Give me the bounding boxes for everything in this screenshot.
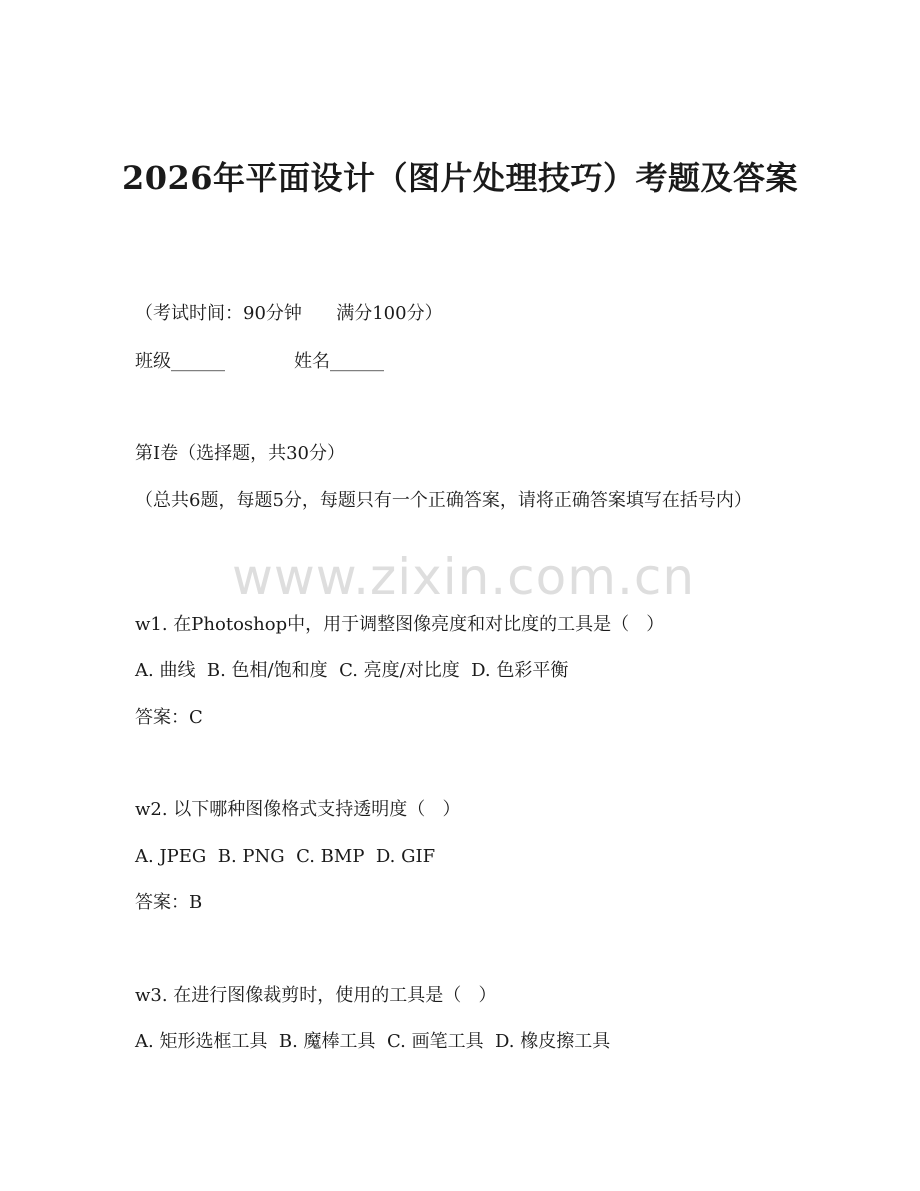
question-2-options: A. JPEG B. PNG C. BMP D. GIF [135, 846, 436, 867]
question-3-options: A. 矩形选框工具 B. 魔棒工具 C. 画笔工具 D. 橡皮擦工具 [135, 1031, 611, 1052]
question-1-text: w1. 在Photoshop中，用于调整图像亮度和对比度的工具是（ ） [135, 614, 665, 635]
exam-info: （考试时间：90分钟 满分100分） [135, 303, 443, 324]
watermark: www.zixin.com.cn [232, 548, 696, 606]
section-title: 第I卷（选择题，共30分） [135, 443, 346, 464]
name-field-label: 姓名______ [294, 351, 384, 372]
question-2-text: w2. 以下哪种图像格式支持透明度（ ） [135, 799, 461, 820]
section-note: （总共6题，每题5分，每题只有一个正确答案，请将正确答案填写在括号内） [135, 490, 752, 511]
question-1-answer: 答案：C [135, 707, 203, 728]
question-2-answer: 答案：B [135, 892, 203, 913]
page-title: 2026年平面设计（图片处理技巧）考题及答案 [121, 159, 799, 197]
class-field-label: 班级______ [135, 351, 225, 372]
question-3-text: w3. 在进行图像裁剪时，使用的工具是（ ） [135, 985, 497, 1006]
question-1-options: A. 曲线 B. 色相/饱和度 C. 亮度/对比度 D. 色彩平衡 [135, 660, 569, 681]
